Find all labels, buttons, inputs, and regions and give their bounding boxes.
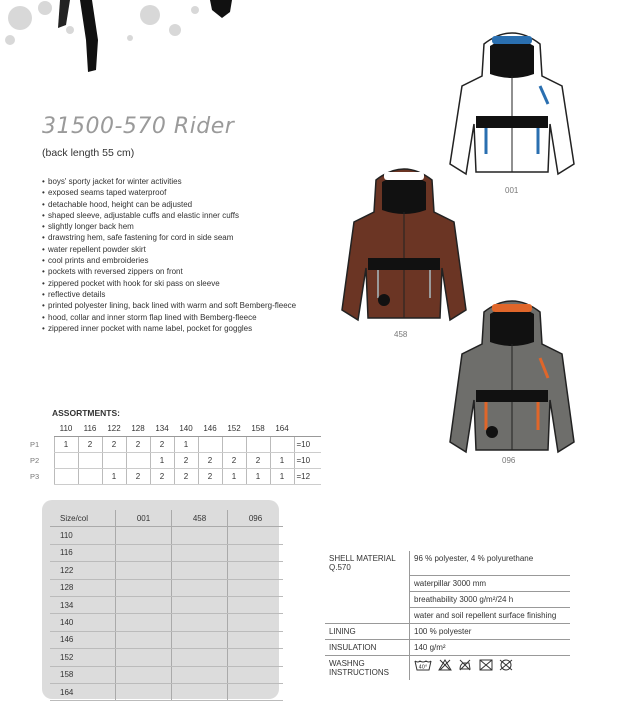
size-label: 128 [50, 579, 116, 596]
spec-row [325, 607, 570, 623]
spec-row [325, 655, 570, 680]
qty-cell [270, 437, 294, 453]
size-order-table [50, 510, 283, 701]
decorative-splatter [0, 0, 260, 80]
qty-cell: 1 [246, 469, 270, 485]
spec-spacer [325, 591, 410, 607]
hood-logo [492, 36, 532, 44]
qty-cell: 2 [150, 437, 174, 453]
order-cell[interactable] [228, 562, 284, 579]
qty-cell: 1 [102, 469, 126, 485]
order-cell[interactable] [172, 649, 228, 666]
size-order-row [50, 562, 283, 579]
order-cell[interactable] [228, 527, 284, 544]
assortments-table [30, 421, 321, 485]
order-cell[interactable] [228, 631, 284, 648]
qty-cell: 2 [126, 437, 150, 453]
no-tumble-dry-icon [499, 659, 513, 671]
pack-label: P1 [30, 440, 40, 449]
qty-cell: 1 [150, 453, 174, 469]
size-order-row [50, 527, 283, 544]
spec-spacer [325, 575, 410, 591]
size-label: 146 [50, 631, 116, 648]
shell-value: 96 % polyester, 4 % polyurethane [410, 551, 571, 575]
order-cell[interactable] [116, 649, 172, 666]
qty-cell: 2 [198, 453, 222, 469]
feature-item: • zippered pocket with hook for ski pass on sleeve [42, 278, 302, 289]
size-order-row [50, 683, 283, 700]
color-col-header: 458 [172, 510, 228, 527]
order-cell[interactable] [172, 579, 228, 596]
insulation-label: INSULATION [325, 639, 410, 655]
qty-cell: 2 [174, 469, 198, 485]
order-cell[interactable] [228, 596, 284, 613]
qty-cell [78, 469, 102, 485]
qty-cell [102, 453, 126, 469]
colorway-code: 458 [394, 330, 408, 339]
size-header: 134 [150, 421, 174, 437]
order-cell[interactable] [172, 596, 228, 613]
wash-40-icon [414, 659, 432, 671]
shell-value: breathability 3000 g/m²/24 h [410, 591, 571, 607]
feature-item: • exposed seams taped waterproof [42, 187, 302, 198]
insulation-value: 140 g/m² [410, 639, 571, 655]
size-header: 164 [270, 421, 294, 437]
total-header [294, 421, 321, 437]
size-order-row [50, 596, 283, 613]
feature-item: • printed polyester lining, back lined with warm and soft Bemberg-fleece [42, 300, 302, 311]
size-label: 140 [50, 614, 116, 631]
size-col-header: Size/col [50, 510, 116, 527]
size-order-row [50, 666, 283, 683]
order-cell[interactable] [116, 614, 172, 631]
pack-label: P3 [30, 472, 40, 481]
order-cell[interactable] [228, 579, 284, 596]
qty-cell: 1 [222, 469, 246, 485]
size-label: 134 [50, 596, 116, 613]
shell-material-label [325, 551, 410, 575]
order-cell[interactable] [172, 527, 228, 544]
feature-item: • pockets with reversed zippers on front [42, 266, 302, 277]
material-specs-table [325, 551, 570, 680]
qty-cell [222, 437, 246, 453]
qty-cell [78, 453, 102, 469]
size-order-row [50, 649, 283, 666]
pack-total: =10 [294, 437, 321, 453]
qty-cell: 2 [174, 453, 198, 469]
order-cell[interactable] [116, 562, 172, 579]
shell-value: water and soil repellent surface finishing [410, 607, 571, 623]
feature-item: • detachable hood, height can be adjusted [42, 199, 302, 210]
size-label: 158 [50, 666, 116, 683]
size-header: 116 [78, 421, 102, 437]
no-dryclean-icon [479, 659, 493, 671]
order-cell[interactable] [172, 683, 228, 700]
back-length: (back length 55 cm) [42, 147, 135, 159]
pack-total: =12 [294, 469, 321, 485]
order-cell[interactable] [172, 666, 228, 683]
size-label: 116 [50, 544, 116, 561]
feature-item: • reflective details [42, 289, 302, 300]
order-cell[interactable] [116, 666, 172, 683]
qty-cell: 1 [174, 437, 198, 453]
color-col-header: 096 [228, 510, 284, 527]
size-order-row [50, 579, 283, 596]
size-header: 146 [198, 421, 222, 437]
washing-label: WASHNG INSTRUCTIONS [329, 658, 389, 677]
assortment-row [30, 469, 321, 485]
spec-row [325, 591, 570, 607]
order-cell[interactable] [228, 544, 284, 561]
qty-cell: 2 [150, 469, 174, 485]
feature-item: • hood, collar and inner storm flap lined with Bemberg-fleece [42, 312, 302, 323]
product-title: 31500-570 Rider [42, 114, 235, 139]
size-header: 122 [102, 421, 126, 437]
no-iron-icon [458, 659, 472, 671]
size-header: 110 [54, 421, 78, 437]
order-cell[interactable] [172, 544, 228, 561]
pack-total: =10 [294, 453, 321, 469]
spec-row [325, 623, 570, 639]
feature-item: • zippered inner pocket with name label, pocket for goggles [42, 323, 302, 334]
feature-item: • shaped sleeve, adjustable cuffs and elastic inner cuffs [42, 210, 302, 221]
order-cell[interactable] [116, 631, 172, 648]
order-cell[interactable] [228, 649, 284, 666]
qty-cell [54, 469, 78, 485]
size-order-row [50, 614, 283, 631]
order-cell[interactable] [172, 614, 228, 631]
size-header: 140 [174, 421, 198, 437]
size-label: 110 [50, 527, 116, 544]
qty-cell: 2 [102, 437, 126, 453]
assortments-title: ASSORTMENTS: [52, 408, 120, 418]
qty-cell: 2 [222, 453, 246, 469]
jacket-body [450, 33, 574, 174]
qty-cell [54, 453, 78, 469]
order-cell[interactable] [116, 527, 172, 544]
colorway-code: 096 [502, 456, 516, 465]
feature-item: • drawstring hem, safe fastening for cord in side seam [42, 232, 302, 243]
assortment-row [30, 453, 321, 469]
spec-row [325, 551, 570, 575]
order-cell[interactable] [228, 614, 284, 631]
order-cell[interactable] [228, 666, 284, 683]
order-cell[interactable] [228, 683, 284, 700]
qty-cell: 1 [54, 437, 78, 453]
spec-spacer [325, 607, 410, 623]
spec-row [325, 639, 570, 655]
feature-item: • cool prints and embroideries [42, 255, 302, 266]
colorway-code: 001 [505, 186, 519, 195]
washing-symbols [410, 655, 571, 680]
size-header: 128 [126, 421, 150, 437]
order-cell[interactable] [172, 562, 228, 579]
size-label: 152 [50, 649, 116, 666]
assortments-corner [30, 421, 54, 437]
qty-cell: 2 [246, 453, 270, 469]
size-header: 158 [246, 421, 270, 437]
pack-label: P2 [30, 456, 40, 465]
qty-cell [126, 453, 150, 469]
qty-cell: 1 [270, 453, 294, 469]
assortments-header-row [30, 421, 321, 437]
qty-cell [246, 437, 270, 453]
size-order-header [50, 510, 283, 527]
order-cell[interactable] [116, 683, 172, 700]
size-label: 164 [50, 683, 116, 700]
no-bleach-icon [438, 659, 452, 671]
qty-cell: 2 [78, 437, 102, 453]
qty-cell: 2 [126, 469, 150, 485]
shell-code: Q.570 [329, 563, 351, 572]
feature-item: • slightly longer back hem [42, 221, 302, 232]
feature-list [42, 176, 302, 334]
shell-value: waterpillar 3000 mm [410, 575, 571, 591]
feature-item: • water repellent powder skirt [42, 244, 302, 255]
lining-label: LINING [325, 623, 410, 639]
jacket-body [450, 301, 574, 452]
size-label: 122 [50, 562, 116, 579]
feature-item: • boys' sporty jacket for winter activities [42, 176, 302, 187]
qty-cell [198, 437, 222, 453]
lining-value: 100 % polyester [410, 623, 571, 639]
jacket-illustration-096 [442, 292, 582, 460]
qty-cell: 2 [198, 469, 222, 485]
wash-temp: 40° [418, 664, 428, 670]
size-header: 152 [222, 421, 246, 437]
qty-cell: 1 [270, 469, 294, 485]
color-col-header: 001 [116, 510, 172, 527]
size-order-row [50, 544, 283, 561]
spec-row [325, 575, 570, 591]
order-cell[interactable] [116, 596, 172, 613]
shell-label-text: SHELL MATERIAL [329, 554, 396, 563]
order-cell[interactable] [116, 544, 172, 561]
order-cell[interactable] [172, 631, 228, 648]
order-cell[interactable] [116, 579, 172, 596]
assortment-row [30, 437, 321, 453]
size-order-row [50, 631, 283, 648]
